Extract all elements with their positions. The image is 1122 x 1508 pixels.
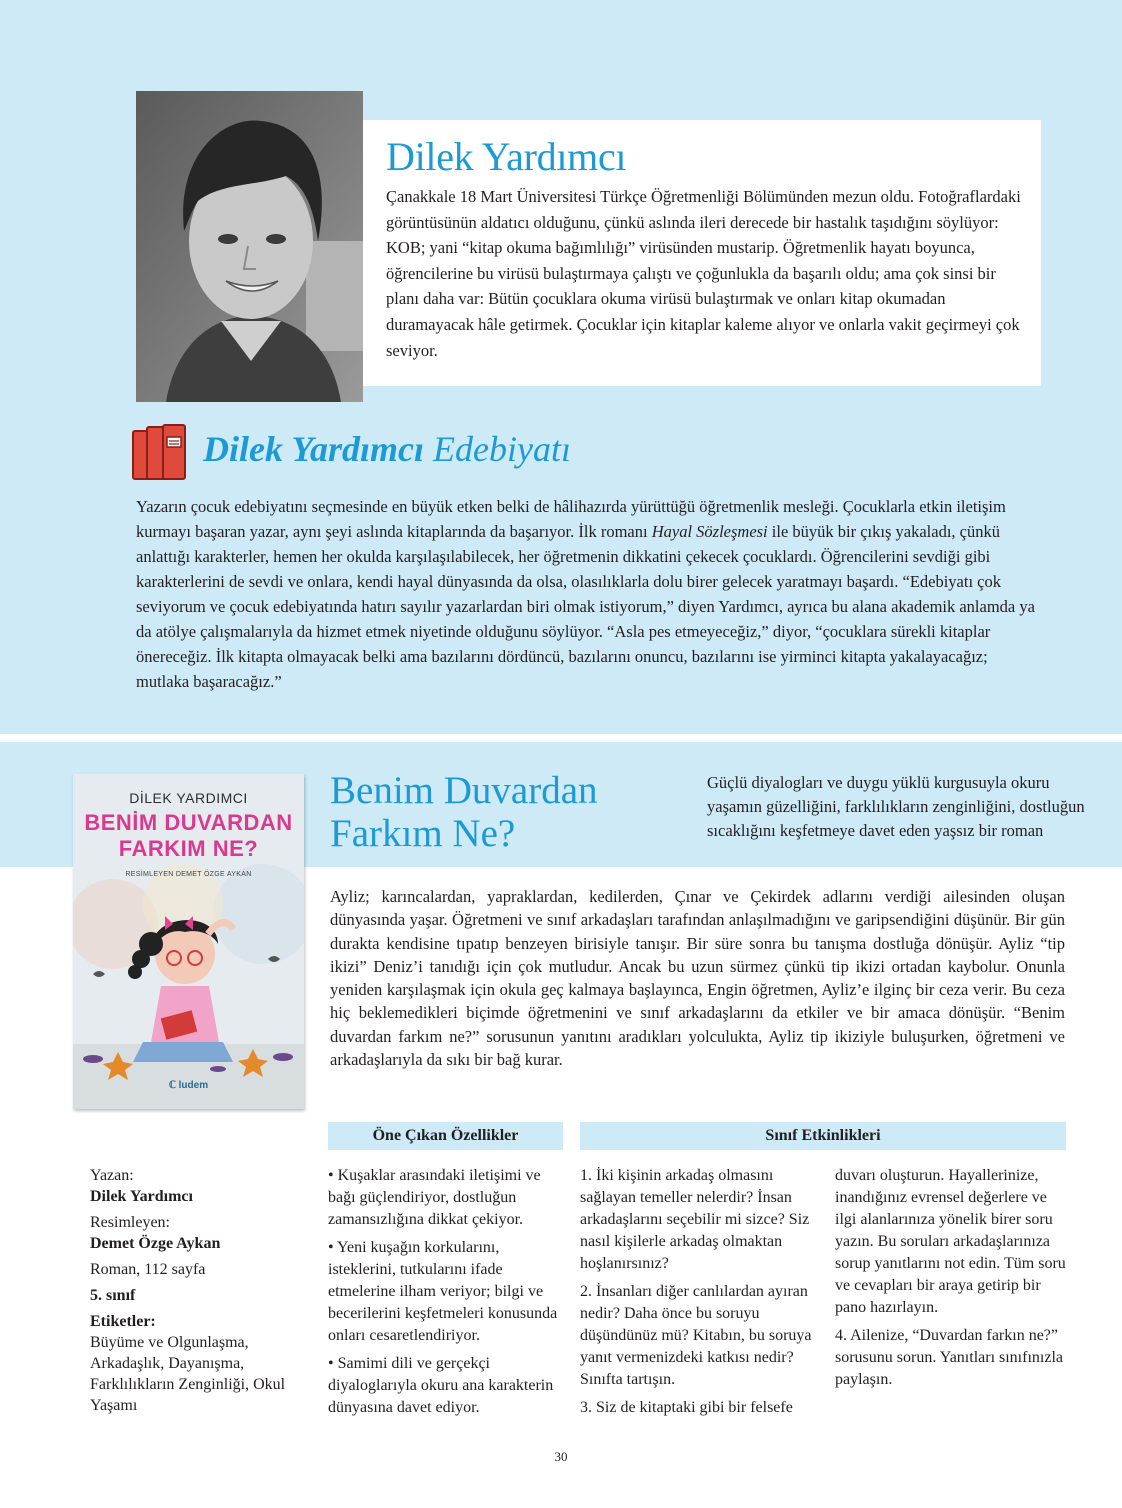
illustrator-value <box>90 1233 310 1254</box>
author-value-text: Dilek Yardımcı <box>90 1188 193 1205</box>
activity-item: 4. Ailenize, “Duvardan farkın ne?” sorusunu sorun. Yanıtları sınıfınızla paylaşın. <box>835 1327 1063 1388</box>
grade-level-text: 5. sınıf <box>90 1287 136 1304</box>
illustrator-value-text: Demet Özge Aykan <box>90 1235 221 1252</box>
author-name: Dilek Yardımcı <box>386 134 627 179</box>
book-meta <box>90 1165 310 1416</box>
book-format: Roman, 112 sayfa <box>90 1261 206 1278</box>
cover-title-line2: FARKIM NE? <box>118 836 259 861</box>
literature-text-book-name: Hayal Sözleşmesi <box>651 522 768 541</box>
activities-header: Sınıf Etkinlikleri <box>580 1122 1066 1150</box>
feature-item: • Kuşaklar arasındaki iletişimi ve bağı güçlendiriyor, dostluğun zamansızlığına dikkat çekiyor. <box>328 1167 541 1228</box>
activity-item: 2. İnsanları diğer canlılardan ayıran nedir? Daha önce bu soruyu düşündünüz mü? Kitabın, bu soruya yanıt vermenizdeki katkısı nedir? Sınıfta tartışın. <box>580 1283 812 1388</box>
author-bio: Çanakkale 18 Mart Üniversitesi Türkçe Öğretmenliği Bölümünden mezun oldu. Fotoğraflardaki görüntüsünün aldatıcı olduğunu, çünkü aslında ileri derecede bir hastalık taşıdığını söylüyor: KOB; yani “kitap okuma bağımlılığı” virüsünden mustarip. Öğretmenlik hayatı boyunca, öğrencilerine bu virüsü bulaştırmaya çalıştı ve çoğunlukla da başarılı oldu; ama çok sinsi bir planı daha var: Bütün çocuklara okuma virüsü bulaştırmak ve onları kitap okumadan duramayacak hâle getirmek. Çocuklar için kitaplar kaleme alıyor ve onlarla vakit geçirmeyi çok seviyor. <box>386 187 1021 360</box>
tags-label-text: Etiketler: <box>90 1313 156 1330</box>
author-photo <box>136 91 363 402</box>
grade-level <box>90 1285 310 1306</box>
activities-column-2 <box>835 1165 1067 1397</box>
feature-item: • Samimi dili ve gerçekçi diyaloglarıyla okuru ana karakterin dünyasına davet ediyor. <box>328 1355 554 1416</box>
feature-item: • Yeni kuşağın korkularını, isteklerini, tutkularını ifade etmelerine ilham veriyor; bilgi ve becerilerini keşfetmeleri konusunda onları cesaretlendiriyor. <box>328 1239 558 1344</box>
author-value <box>90 1186 310 1207</box>
features-list <box>328 1165 566 1425</box>
literature-text-part1: Yazarın çocuk edebiyatını seçmesinde en büyük etken belki de hâlihazırda yürüttüğü öğretmenlik mesleği. Çocuklarla etkin iletişim kurmayı başaran yazar, aynı şeyi aslında kitaplarında da başarıyor. İlk romanı <box>136 497 1006 541</box>
cover-publisher-logo: ℂ ludem <box>168 1080 209 1091</box>
cover-title-line1: BENİM DUVARDAN <box>84 810 293 835</box>
page-number: 30 <box>554 1449 568 1464</box>
activities-column-1 <box>580 1165 815 1425</box>
book-cover <box>73 774 304 1109</box>
book-synopsis: Ayliz; karıncalardan, yapraklardan, kedilerden, Çınar ve Çekirdek adlarını verdiği ailesinden oluşan dünyasında yaşar. Öğretmeni ve sınıf arkadaşları tarafından anlaşılmadığını ve garipsendiğini düşünür. Bir gün durakta kendisine tıpatıp benzeyen birisiyle tanışır. Bir süre sonra bu tanışma dostluğa dönüşür. Ayliz “tip ikizi” Deniz’i tanıdığı için çok mutludur. Ancak bu uzun sürmez çünkü tip ikizi ortadan kaybolur. Onunla yeniden karşılaşmak için okula geç kalmaya başlayınca, Engin öğretmen, Ayliz’e ilginç bir ceza verir. Bu ceza hiç beklemedikleri biçimde öğretmenini ve sınıf arkadaşlarını da etkiler ve bir amaca dönüşür. “Benim duvardan farkım ne?” sorusunun yanıtını aradıkları yolculukta, Ayliz tip ikiziyle buluşurken, öğretmeni ve arkadaşlarıyla da sıkı bir bağ kurar. <box>330 887 1065 1070</box>
literature-title <box>203 428 571 470</box>
illustrator-label: Resimleyen: <box>90 1214 170 1231</box>
book-title-line2: Farkım Ne? <box>330 812 516 855</box>
literature-text-part2: ile büyük bir çıkış yakaladı, çünkü anlattığı karakterler, hemen her okulda karşılaşılabilecek, her öğretmenin dikkatini çekecek çocuklardı. Öğrencilerini sevdiği gibi karakterlerini de sevdi ve onlara, kendi hayal dünyasında da olsa, olasılıklarla dolu birer gelecek yaratmayı başardı. “Edebiyatı çok seviyorum ve çocuk edebiyatında hatırı sayılır yazarlardan biri olmak istiyorum,” diyen Yardımcı, ayrıca bu alana akademik anlamda ya da atölye çalışmalarıyla da hizmet etmek niyetinde olduğunu söylüyor. “Asla pes etmeyeceğiz,” diyor, “çocuklara sürekli kitaplar önereceğiz. İlk kitapta olmayacak belki ama bazılarını dördüncü, bazılarını onuncu, bazılarını ise yirminci kitapta yakalayacağız; mutlaka başaracağız.” <box>136 522 1035 691</box>
books-icon <box>131 423 189 483</box>
author-label: Yazan: <box>90 1167 134 1184</box>
tags-label <box>90 1311 310 1332</box>
activity-item: 3. Siz de kitaptaki gibi bir felsefe <box>580 1399 793 1416</box>
cover-illustrator: RESİMLEYEN DEMET ÖZGE AYKAN <box>125 871 252 878</box>
features-header: Öne Çıkan Özellikler <box>328 1122 563 1150</box>
cover-title <box>73 810 304 862</box>
literature-title-bold: Dilek Yardımcı <box>203 429 425 469</box>
activity-item: 1. İki kişinin arkadaş olmasını sağlayan temeller nelerdir? İnsan arkadaşlarını seçebilir mi sizce? Siz nasıl kişilerle arkadaş olmaktan hoşlanırsınız? <box>580 1167 810 1272</box>
book-title <box>330 769 690 855</box>
literature-text <box>136 494 1036 694</box>
activity-item: duvarı oluşturun. Hayallerinize, inandığınız evrensel değerlere ve ilgi alanlarınıza yönelik birer soru yazın. Bu soruları arkadaşlarınıza sorup yanıtlarını not edin. Tüm soru ve cevapları bir araya getirip bir pano hazırlayın. <box>835 1167 1066 1316</box>
book-tagline: Güçlü diyalogları ve duygu yüklü kurgusuyla okuru yaşamın güzelliğini, farklılıkların zenginliğini, dostluğun sıcaklığını keşfetmeye davet eden yaşsız bir roman <box>707 773 1085 840</box>
tags-list: Büyüme ve Olgunlaşma, Arkadaşlık, Dayanışma, Farklılıkların Zenginliği, Okul Yaşamı <box>90 1334 286 1414</box>
book-title-line1: Benim Duvardan <box>330 769 598 812</box>
cover-author: DİLEK YARDIMCI <box>129 790 248 806</box>
section-divider <box>0 734 1122 742</box>
literature-title-rest: Edebiyatı <box>424 429 571 469</box>
